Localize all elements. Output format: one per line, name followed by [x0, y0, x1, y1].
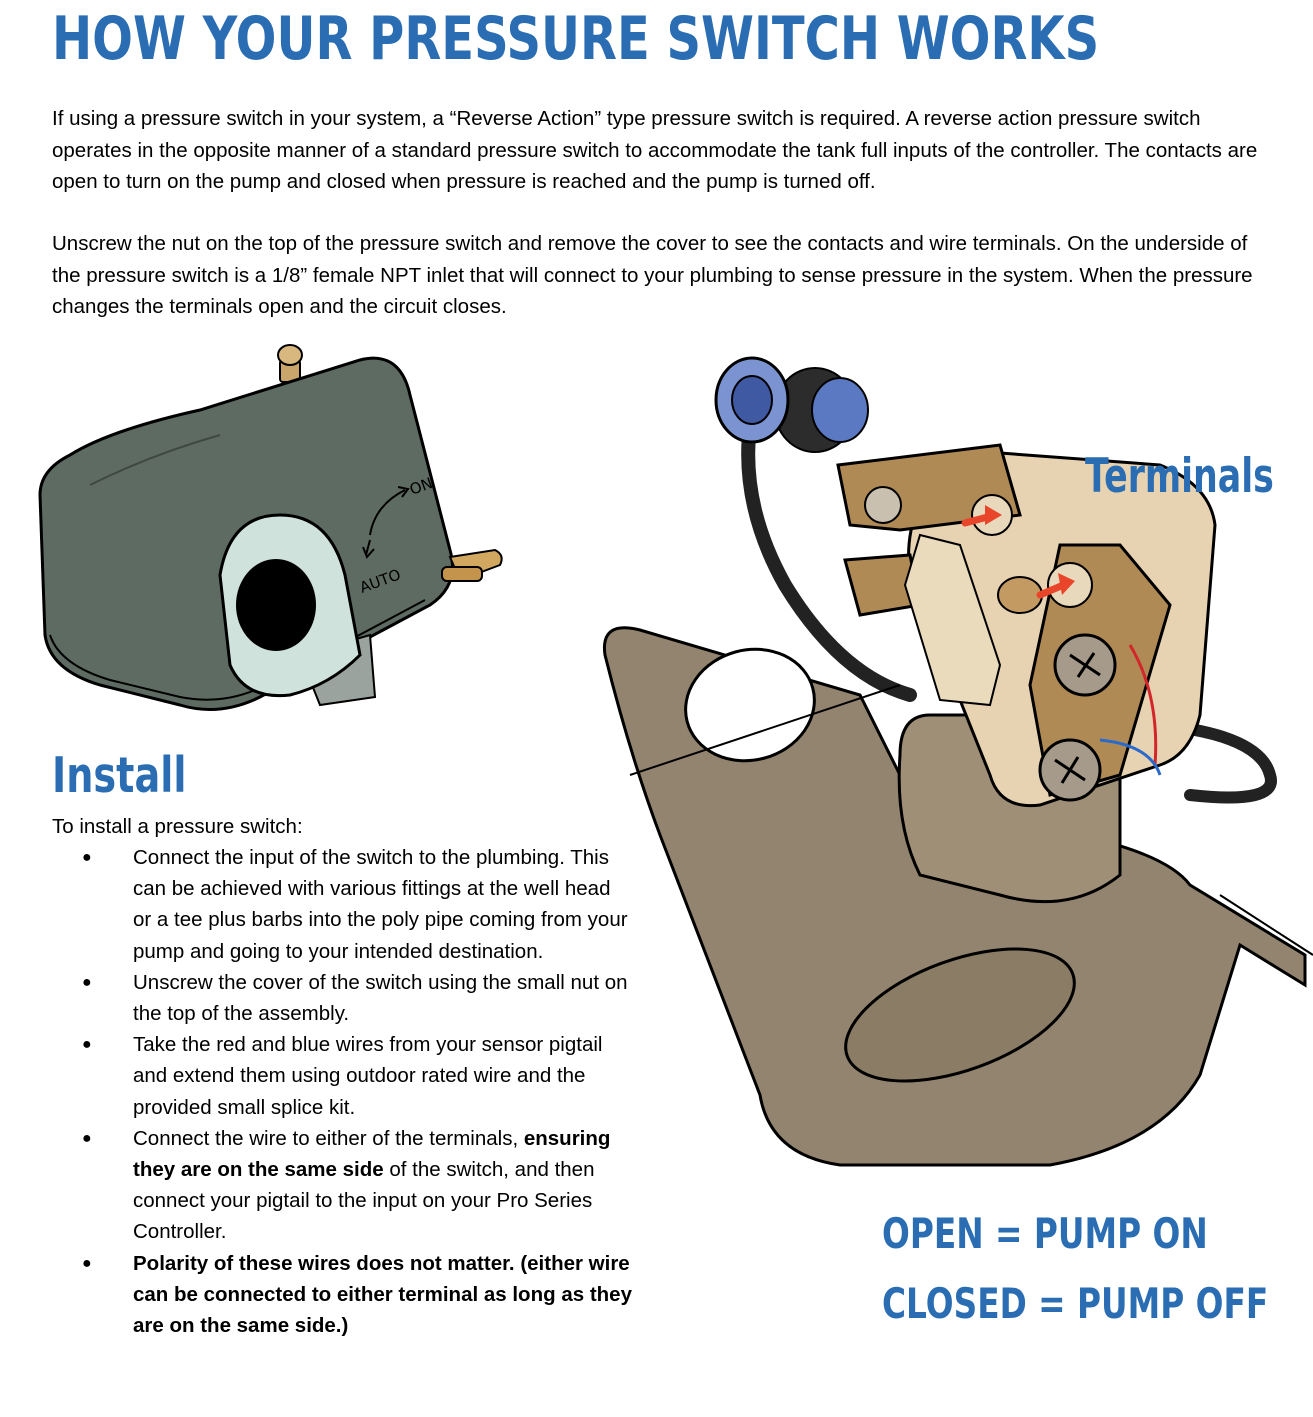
- list-item: [52, 1123, 632, 1248]
- list-item: [52, 1029, 632, 1123]
- closed-switch-illustration: [30, 335, 520, 730]
- step-text: of the switch, and then connect your pigtail to the input on your Pro Series Controller.: [133, 1158, 595, 1244]
- step-text: Connect the wire to either of the terminals,: [133, 1126, 524, 1150]
- intro-paragraph-unscrew-nut: Unscrew the nut on the top of the pressure switch and remove the cover to see the contacts and wire terminals. On the underside of the pressure switch is a 1/8” female NPT inlet that will connect to your plumbing to sense pressure in the system. When the pressure changes the terminals open and the circuit closes.: [52, 232, 1253, 318]
- terminals-label: Terminals: [1085, 449, 1274, 504]
- list-item: [52, 842, 632, 967]
- bullet-icon: ●: [82, 849, 92, 866]
- step-text: Connect the input of the switch to the plumbing. This can be achieved with various fittings at the well head or a tee plus barbs into the poly pipe coming from your pump and going to your intended destination.: [133, 846, 628, 963]
- install-heading: Install: [52, 747, 187, 804]
- auto-label: AUTO: [357, 565, 404, 597]
- step-text: Polarity of these wires does not matter. (either wire can be connected to either terminal as long as they are on the same side.): [133, 1251, 632, 1338]
- bullet-icon: ●: [82, 1036, 92, 1054]
- step-text: Unscrew the cover of the switch using the small nut on the top of the assembly.: [133, 970, 628, 1026]
- bullet-icon: ●: [82, 1254, 92, 1272]
- install-intro: To install a pressure switch:: [52, 815, 303, 838]
- page-title: HOW YOUR PRESSURE SWITCH WORKS: [52, 4, 1100, 74]
- intro-paragraph-reverse-action: If using a pressure switch in your system, a “Reverse Action” type pressure switch is required. A reverse action pressure switch operates in the opposite manner of a standard pressure switch to accommodate the tank full inputs of the controller. The contacts are open to turn on the pump and closed when pressure is reached and the pump is turned off.: [52, 107, 1258, 193]
- on-label: ON: [407, 473, 436, 499]
- open-state-label: OPEN = PUMP ON: [882, 1209, 1208, 1258]
- list-item: [52, 967, 632, 1029]
- step-emphasis: ensuring they are on the same side: [133, 1126, 611, 1182]
- step-text: Take the red and blue wires from your sensor pigtail and extend them using outdoor rated wire and the provided small splice kit.: [133, 1033, 603, 1119]
- bullet-icon: ●: [82, 1129, 92, 1147]
- list-item: [52, 1248, 632, 1342]
- bullet-icon: ●: [82, 973, 92, 991]
- install-steps-list: [52, 842, 632, 1341]
- closed-state-label: CLOSED = PUMP OFF: [882, 1279, 1269, 1328]
